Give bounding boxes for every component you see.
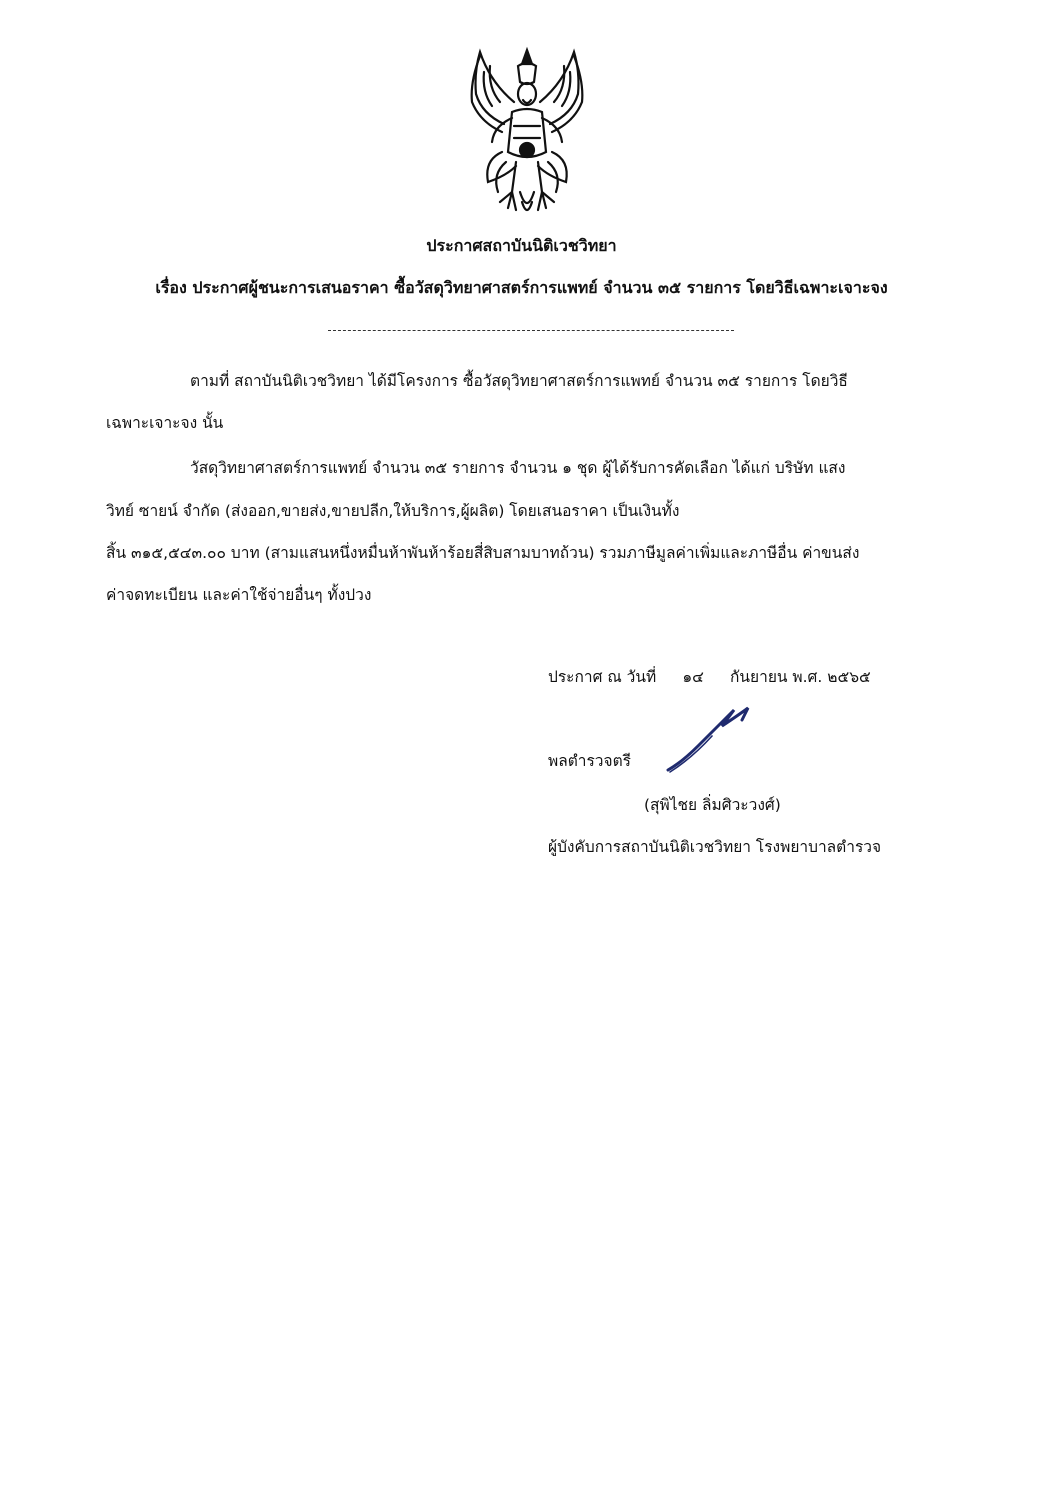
paragraph-2-line-4: ค่าจดทะเบียน และค่าใช้จ่ายอื่นๆ ทั้งปวง — [106, 586, 372, 604]
signatory-position: ผู้บังคับการสถาบันนิติเวชวิทยา โรงพยาบาลตำรวจ — [548, 838, 882, 856]
date-month-year: กันยายน พ.ศ. ๒๕๖๕ — [730, 668, 871, 686]
paragraph-2-line-1: วัสดุวิทยาศาสตร์การแพทย์ จำนวน ๓๕ รายการ จำนวน ๑ ชุด ผู้ได้รับการคัดเลือก ได้แก่ บริษัท แสง — [190, 459, 846, 477]
paragraph-2-line-3: สิ้น ๓๑๕,๕๔๓.๐๐ บาท (สามแสนหนึ่งหมื่นห้าพันห้าร้อยสี่สิบสามบาทถ้วน) รวมภาษีมูลค่าเพิ่มและภาษีอื่น ค่าขนส่ง — [106, 544, 860, 562]
signatory-rank: พลตำรวจตรี — [548, 752, 631, 770]
divider — [328, 330, 734, 331]
paragraph-2-line-2: วิทย์ ซายน์ จำกัด (ส่งออก,ขายส่ง,ขายปลีก,ให้บริการ,ผู้ผลิต) โดยเสนอราคา เป็นเงินทั้ง — [106, 502, 680, 520]
date-prefix: ประกาศ ณ วันที่ — [548, 668, 657, 686]
paragraph-1-line-1: ตามที่ สถาบันนิติเวชวิทยา ได้มีโครงการ ซื้อวัสดุวิทยาศาสตร์การแพทย์ จำนวน ๓๕ รายการ โดยวิธี — [190, 372, 848, 390]
paragraph-1-line-2: เฉพาะเจาะจง นั้น — [106, 414, 224, 432]
garuda-emblem-icon — [462, 42, 592, 220]
date-day: ๑๔ — [682, 668, 704, 686]
document-subject: เรื่อง ประกาศผู้ชนะการเสนอราคา ซื้อวัสดุวิทยาศาสตร์การแพทย์ จำนวน ๓๕ รายการ โดยวิธีเฉพาะเจาะจง — [155, 278, 888, 297]
announcement-date — [548, 664, 871, 689]
signatory-name: (สุพิไชย ลิ่มศิวะวงศ์) — [644, 796, 781, 814]
document-title: ประกาศสถาบันนิติเวชวิทยา — [426, 236, 617, 255]
handwritten-signature — [662, 700, 772, 780]
